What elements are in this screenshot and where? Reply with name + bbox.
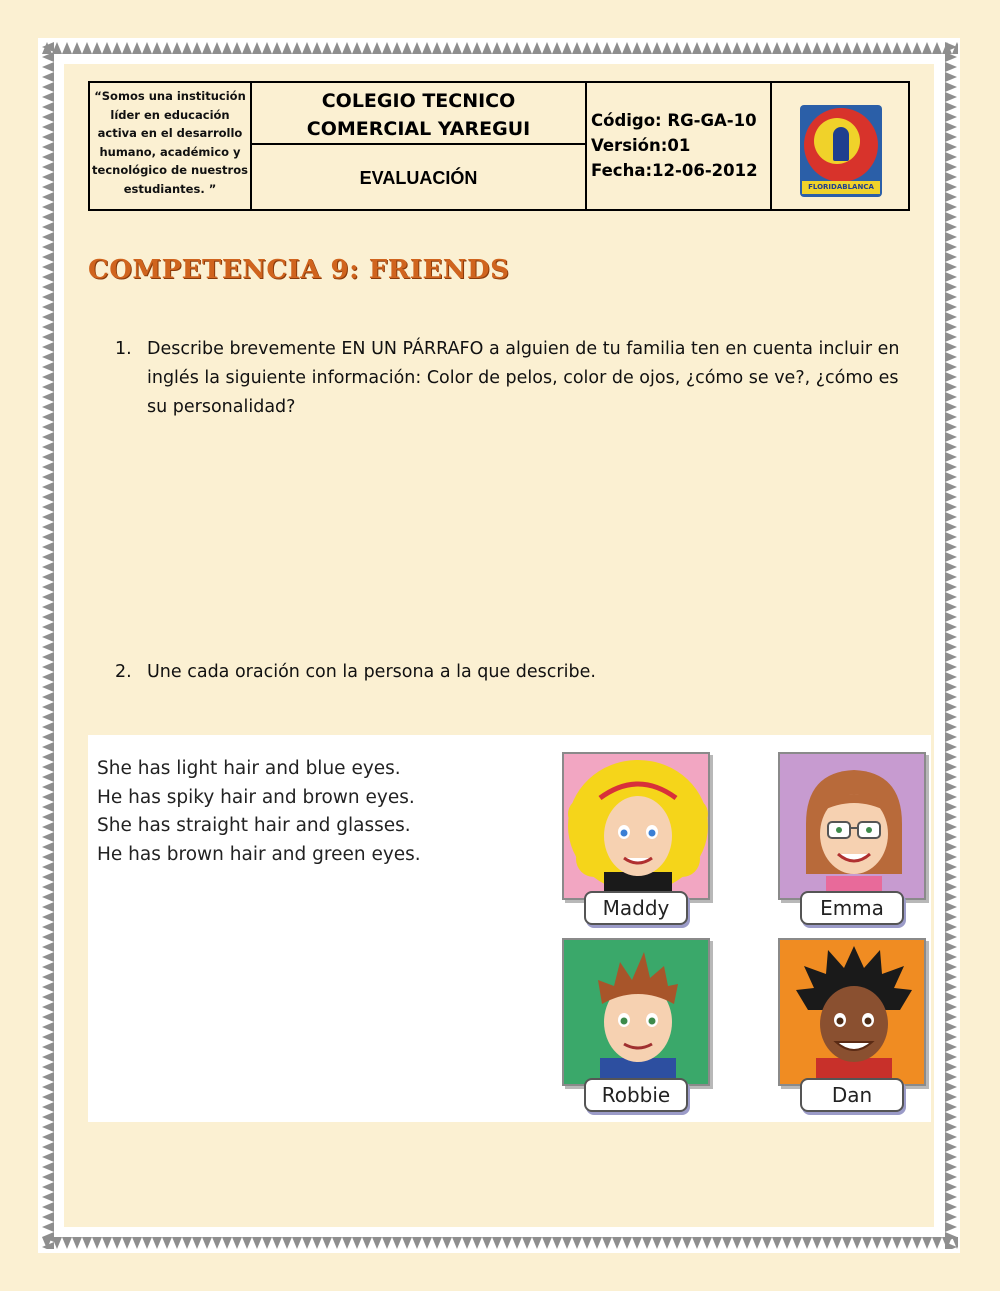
question-2 [115, 658, 915, 687]
question-1 [115, 335, 915, 422]
document-type: EVALUACIÓN [252, 145, 587, 209]
name-tag-robbie[interactable]: Robbie [584, 1078, 688, 1112]
question-text: Une cada oración con la persona a la que describe. [147, 662, 596, 682]
document-version: Versión:01 [591, 136, 691, 155]
portrait-dan[interactable] [778, 938, 926, 1086]
matching-exercise [88, 735, 931, 1122]
name-tag-dan[interactable]: Dan [800, 1078, 904, 1112]
zigzag-border-bottom [42, 1237, 958, 1251]
school-name-line2: COMERCIAL YAREGUI [306, 118, 531, 140]
sentence-item[interactable]: She has straight hair and glasses. [97, 815, 411, 836]
portrait-emma[interactable] [778, 752, 926, 900]
school-name-line1: COLEGIO TECNICO [321, 90, 516, 112]
logo-banner-text: FLORIDABLANCA [802, 181, 880, 194]
logo-emblem [800, 105, 882, 197]
document-codes [587, 83, 772, 209]
document-code: Código: RG-GA-10 [591, 111, 757, 130]
zigzag-border-left [40, 42, 54, 1249]
portrait-maddy[interactable] [562, 752, 710, 900]
sentence-item[interactable]: He has brown hair and green eyes. [97, 843, 421, 865]
question-number: 2. [115, 662, 132, 682]
name-tag-maddy[interactable]: Maddy [584, 891, 688, 925]
school-logo [772, 83, 908, 209]
institution-motto: “Somos una institución líder en educación activa en el desarrollo humano, académico y tecnológico de nuestros estudiantes. ” [90, 83, 252, 209]
question-text: Describe brevemente EN UN PÁRRAFO a alguien de tu familia ten en cuenta incluir en inglés la siguiente información: Color de pelos, color de ojos, ¿cómo se ve?, ¿cómo es su personalidad? [147, 339, 900, 417]
zigzag-border-right [945, 42, 959, 1249]
page-title: COMPETENCIA 9: FRIENDS [88, 255, 510, 285]
header-table [88, 81, 910, 211]
name-tag-emma[interactable]: Emma [800, 891, 904, 925]
document-date: Fecha:12-06-2012 [591, 161, 758, 180]
question-number: 1. [115, 339, 132, 359]
sentence-item[interactable]: She has light hair and blue eyes. [97, 758, 401, 779]
sentence-list [97, 755, 421, 869]
zigzag-border-top [42, 40, 958, 54]
portrait-robbie[interactable] [562, 938, 710, 1086]
school-name [252, 83, 587, 145]
sentence-item[interactable]: He has spiky hair and brown eyes. [97, 786, 415, 808]
